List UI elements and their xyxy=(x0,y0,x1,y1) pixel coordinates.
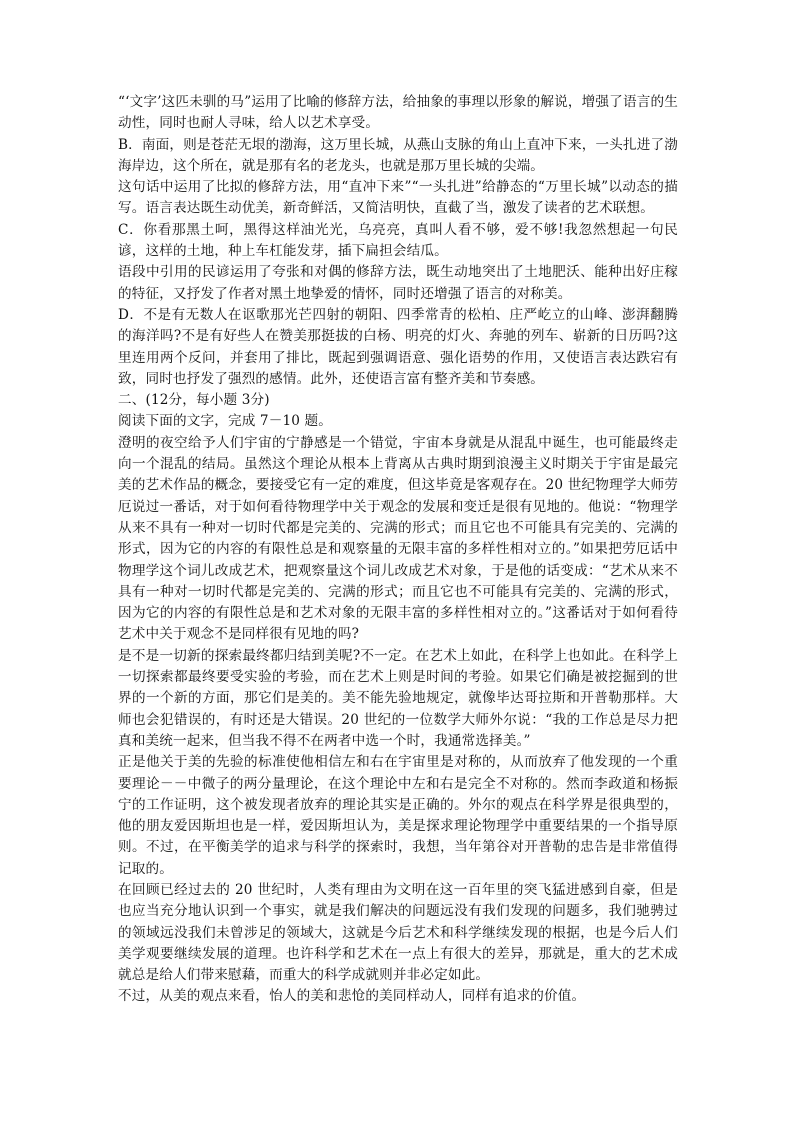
reading-instruction: 阅读下面的文字，完成 7－10 题。 xyxy=(118,413,333,430)
passage-paragraph-5: 不过，从美的观点来看，怡人的美和悲怆的美同样动人，同样有追求的价值。 xyxy=(118,988,586,1005)
section-heading: 二、(12分，每小题 3分) xyxy=(118,392,270,409)
passage-paragraph-4: 在回顾已经过去的 20 世纪时，人类有理由为文明在这一百年里的突飞猛进感到自豪，但是也应当充分地认识到一个事实，就是我们解决的问题远没有我们发现的问题多，我们驰骋过的领域远没我们未曾涉足的领域大，这就是今后艺术和科学继续发现的根据，也是今后人们美学观要继续发展的道理。也许科学和艺术在一点上有很大的差异，那就是，重大的艺术成就总是给人们带来慰藉，而重大的科学成就则并非必定如此。 xyxy=(118,881,678,984)
paragraph-option-d: D．不是有无数人在讴歌那光芒四射的朝阳、四季常青的松柏、庄严屹立的山峰、澎湃翻腾的海洋吗?不是有好些人在赞美那挺拔的白杨、明亮的灯火、奔驰的列车、崭新的日历吗?这里连用两个反问，并套用了排比，既起到强调语意、强化语势的作用，又使语言表达跌宕有致，同时也抒发了强烈的感情。此外，还使语言富有整齐美和节奏感。 xyxy=(118,306,678,387)
passage-paragraph-3: 正是他关于美的先验的标准使他相信左和右在宇宙里是对称的，从而放弃了他发现的一个重要理论－－中微子的两分量理论，在这个理论中左和右是完全不对称的。然而李政道和杨振宁的工作证明，这个被发现者放弃的理论其实是正确的。外尔的观点在科学界是很典型的，他的朋友爱因斯坦也是一样，爱因斯坦认为，美是探求理论物理学中重要结果的一个指导原则。不过，在平衡美学的追求与科学的探索时，我想，当年第谷对开普勒的忠告是非常值得记取的。 xyxy=(118,754,678,877)
paragraph-rhetoric-a-analysis: “‘文字’这匹未驯的马”运用了比喻的修辞方法，给抽象的事理以形象的解说，增强了语言的生动性，同时也耐人寻味，给人以艺术享受。 xyxy=(118,94,678,132)
paragraph-option-b: B．南面，则是苍茫无垠的渤海，这万里长城，从燕山支脉的角山上直冲下来，一头扎进了渤海岸边，这个所在，就是那有名的老龙头，也就是那万里长城的尖端。 xyxy=(118,136,678,174)
passage-paragraph-1: 澄明的夜空给予人们宇宙的宁静感是一个错觉，宇宙本身就是从混乱中诞生，也可能最终走向一个混乱的结局。虽然这个理论从根本上背离从古典时期到浪漫主义时期关于宇宙是最完美的艺术作品的概念，要接受它有一定的难度，但这毕竟是客观存在。20 世纪物理学大师劳厄说过一番话，对于如何看待物理学中关于观念的发展和变迁是很有见地的。他说：“物理学从来不具有一种对一切时代都是完美的、完满的形式；而且它也不可能具有完美的、完满的形式，因为它的内容的有限性总是和观察量的无限丰富的多样性相对立的。”如果把劳厄话中物理学这个词儿改成艺术，把观察量这个词儿改成艺术对象，于是他的话变成：“艺术从来不具有一种对一切时代都是完美的、完满的形式；而且它也不可能具有完美的、完满的形式，因为它的内容的有限性总是和艺术对象的无限丰富的多样性相对立的。”这番话对于如何看待艺术中关于观念不是同样很有见地的吗? xyxy=(118,434,678,643)
passage-paragraph-2: 是不是一切新的探索最终都归结到美呢?不一定。在艺术上如此，在科学上也如此。在科学上一切探索都最终要受实验的考验，而在艺术上则是时间的考验。如果它们确是被挖掘到的世界的一个新的方面，那它们是美的。美不能先验地规定，就像毕达哥拉斯和开普勒那样。大师也会犯错误的，有时还是大错误。20 世纪的一位数学大师外尔说：“我的工作总是尽力把真和美统一起来，但当我不得不在两者中选一个时，我通常选择美。” xyxy=(118,647,678,749)
paragraph-option-b-analysis: 这句话中运用了比拟的修辞方法，用“直冲下来”“一头扎进”给静态的“万里长城”以动态的描写。语言表达既生动优美，新奇鲜活，又简洁明快，直截了当，激发了读者的艺术联想。 xyxy=(118,179,678,217)
document-page xyxy=(118,92,678,1008)
paragraph-option-c-analysis: 语段中引用的民谚运用了夸张和对偶的修辞方法，既生动地突出了土地肥沃、能种出好庄稼的特征，又抒发了作者对黑土地挚爱的情怀，同时还增强了语言的对称美。 xyxy=(118,264,678,302)
paragraph-option-c: C．你看那黑土呵，黑得这样油光光，乌亮亮，真叫人看不够，爱不够!我忽然想起一句民谚，这样的土地，种上车杠能发芽，插下扁担会结瓜。 xyxy=(118,221,678,260)
